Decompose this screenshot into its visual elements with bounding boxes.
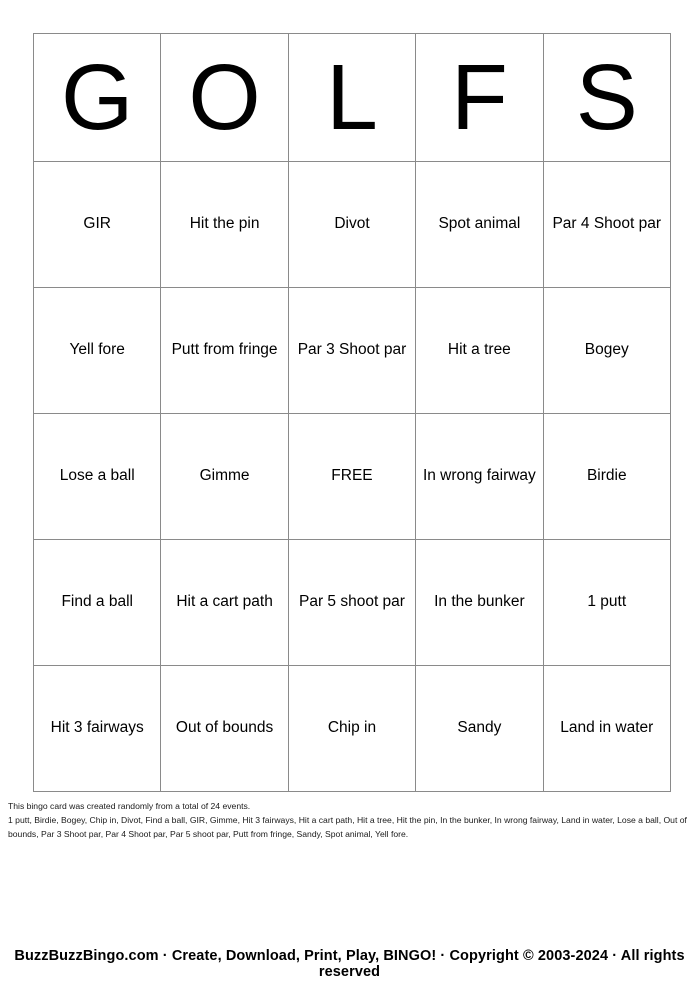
- bingo-cell[interactable]: Birdie: [543, 414, 670, 540]
- bingo-cell[interactable]: Hit the pin: [161, 162, 288, 288]
- header-letter-1: G: [34, 34, 161, 162]
- bingo-row: [34, 414, 671, 540]
- bingo-cell[interactable]: Yell fore: [34, 288, 161, 414]
- bingo-cell[interactable]: Find a ball: [34, 540, 161, 666]
- bingo-grid: [33, 33, 671, 792]
- bingo-cell[interactable]: Bogey: [543, 288, 670, 414]
- bingo-cell[interactable]: In wrong fairway: [416, 414, 543, 540]
- bingo-cell[interactable]: Out of bounds: [161, 666, 288, 792]
- bingo-cell[interactable]: Chip in: [288, 666, 415, 792]
- site-footer: BuzzBuzzBingo.com · Create, Download, Print, Play, BINGO! · Copyright © 2003-2024 · All rights reserved: [14, 948, 685, 980]
- bingo-cell-free[interactable]: FREE: [288, 414, 415, 540]
- header-letter-2: O: [161, 34, 288, 162]
- bingo-cell[interactable]: Putt from fringe: [161, 288, 288, 414]
- bingo-card: [33, 33, 665, 792]
- header-letter-5: S: [543, 34, 670, 162]
- bingo-cell[interactable]: 1 putt: [543, 540, 670, 666]
- bingo-cell[interactable]: Par 3 Shoot par: [288, 288, 415, 414]
- bingo-cell[interactable]: Sandy: [416, 666, 543, 792]
- note-summary-line: This bingo card was created randomly from a total of 24 events.: [8, 801, 251, 811]
- bingo-cell[interactable]: Spot animal: [416, 162, 543, 288]
- bingo-row: [34, 666, 671, 792]
- bingo-cell[interactable]: Hit a tree: [416, 288, 543, 414]
- bingo-cell[interactable]: Par 5 shoot par: [288, 540, 415, 666]
- card-note: [8, 800, 693, 842]
- bingo-cell[interactable]: In the bunker: [416, 540, 543, 666]
- header-letter-3: L: [288, 34, 415, 162]
- bingo-cell[interactable]: Hit 3 fairways: [34, 666, 161, 792]
- header-letter-4: F: [416, 34, 543, 162]
- bingo-cell[interactable]: Divot: [288, 162, 415, 288]
- bingo-row: [34, 162, 671, 288]
- bingo-cell[interactable]: Par 4 Shoot par: [543, 162, 670, 288]
- bingo-cell[interactable]: Lose a ball: [34, 414, 161, 540]
- bingo-header-row: [34, 34, 671, 162]
- bingo-cell[interactable]: Gimme: [161, 414, 288, 540]
- bingo-cell[interactable]: Land in water: [543, 666, 670, 792]
- bingo-cell[interactable]: Hit a cart path: [161, 540, 288, 666]
- bingo-cell[interactable]: GIR: [34, 162, 161, 288]
- bingo-row: [34, 540, 671, 666]
- bingo-row: [34, 288, 671, 414]
- note-event-list: 1 putt, Birdie, Bogey, Chip in, Divot, Find a ball, GIR, Gimme, Hit 3 fairways, Hit a cart path, Hit a tree, Hit the pin, In the bunker, In wrong fairway, Land in water, Lose a ball, Out of bounds, Par 3 Shoot par, Par 4 Shoot par, Par 5 shoot par, Putt from fringe, Sandy, Spot animal, Yell fore.: [8, 814, 687, 839]
